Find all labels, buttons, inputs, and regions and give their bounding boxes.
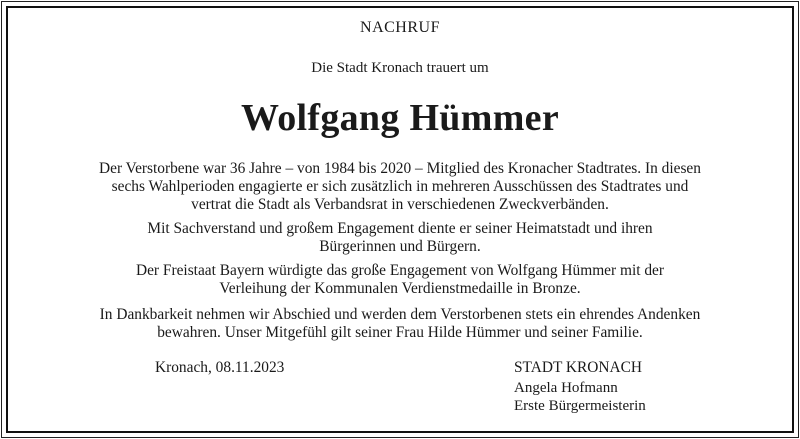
notice-intro: Die Stadt Kronach trauert um (311, 60, 489, 76)
issuer: STADT KRONACH (514, 359, 643, 376)
signer-name: Angela Hofmann (514, 380, 618, 396)
paragraph-line: sechs Wahlperioden engagierte er sich zusätzlich in mehreren Ausschüssen des Stadtrates und (111, 178, 689, 195)
paragraph-farewell (60, 306, 740, 342)
deceased-name: Wolfgang Hümmer (241, 97, 559, 139)
paragraph-line: Der Verstorbene war 36 Jahre – von 1984 bis 2020 – Mitglied des Kronacher Stadtrates. In diesen (99, 160, 701, 177)
paragraph-line: vertrat die Stadt als Verbandsrat in verschiedenen Zweckverbänden. (191, 196, 609, 213)
paragraph-line: bewahren. Unser Mitgefühl gilt seiner Frau Hilde Hümmer und seiner Familie. (157, 324, 643, 341)
paragraph-line: In Dankbarkeit nehmen wir Abschied und werden dem Verstorbenen stets ein ehrendes Andenken (99, 306, 701, 323)
place-date: Kronach, 08.11.2023 (155, 359, 285, 376)
signer-title: Erste Bürgermeisterin (514, 398, 646, 414)
paragraph-line: Mit Sachverstand und großem Engagement diente er seiner Heimatstadt und ihren (147, 220, 653, 237)
paragraph-line: Bürgerinnen und Bürgern. (319, 238, 481, 255)
paragraph-line: Verleihung der Kommunalen Verdienstmedaille in Bronze. (219, 280, 581, 297)
paragraph-line: Der Freistaat Bayern würdigte das große Engagement von Wolfgang Hümmer mit der (135, 262, 665, 279)
paragraph-career (60, 160, 740, 214)
paragraph-service (60, 220, 740, 256)
notice-heading: NACHRUF (360, 19, 440, 36)
paragraph-award (60, 262, 740, 298)
